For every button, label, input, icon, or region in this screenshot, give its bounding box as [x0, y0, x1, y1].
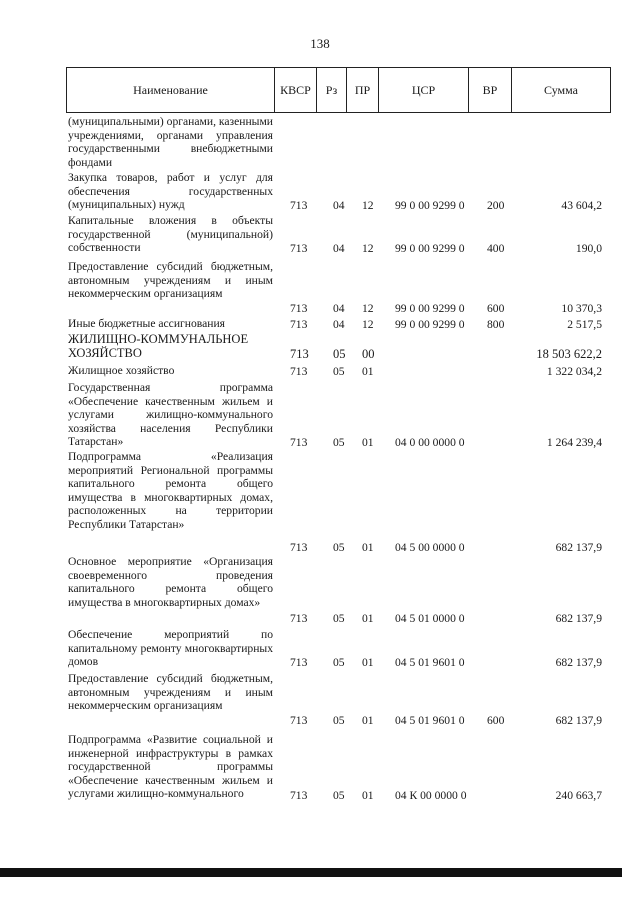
row-pr: 12 [362, 198, 374, 212]
row-kvsr: 713 [290, 364, 308, 378]
row-sum: 1 322 034,2 [546, 364, 602, 378]
row-name: Иные бюджетные ассигнования [68, 317, 225, 330]
row-rz: 05 [333, 788, 345, 802]
row-pr: 01 [362, 655, 374, 669]
table-row [66, 333, 611, 361]
row-name: Подпрограмма «Реализация мероприятий Региональной программы капитального ремонта общего имущества в многоквартирных домах, расположенных на территории Республики Татарстан» [68, 450, 273, 531]
row-rz: 04 [333, 198, 345, 212]
row-pr: 00 [362, 346, 375, 361]
row-rz: 04 [333, 317, 345, 331]
row-pr: 01 [362, 364, 374, 378]
row-kvsr: 713 [290, 435, 308, 449]
table-row [66, 260, 611, 315]
row-name: Обеспечение мероприятий по капитальному ремонту многоквартирных домов [68, 628, 273, 668]
row-pr: 01 [362, 788, 374, 802]
row-pr: 01 [362, 435, 374, 449]
row-kvsr: 713 [290, 317, 308, 331]
row-pr: 01 [362, 611, 374, 625]
row-rz: 05 [333, 540, 345, 554]
table-row [66, 381, 611, 449]
column-header-kvsr: КВСР [275, 68, 317, 112]
row-vr: 200 [487, 198, 505, 212]
row-vr: 600 [487, 301, 505, 315]
row-vr: 800 [487, 317, 505, 331]
row-name: Государственная программа «Обеспечение качественным жильем и услугами жилищно-коммунального хозяйства населения Республики Татарстан» [68, 381, 273, 448]
row-name: (муниципальными) органами, казенными учреждениями, органами управления государственными внебюджетными фондами [68, 115, 273, 169]
row-rz: 05 [333, 364, 345, 378]
row-sum: 682 137,9 [555, 540, 602, 554]
table-header [66, 67, 611, 113]
row-sum: 682 137,9 [555, 655, 602, 669]
row-name: Предоставление субсидий бюджетным, автономным учреждениям и иным некоммерческим организациям [68, 260, 273, 300]
row-pr: 12 [362, 241, 374, 255]
row-kvsr: 713 [290, 611, 308, 625]
row-rz: 04 [333, 241, 345, 255]
row-name: ЖИЛИЩНО-КОММУНАЛЬНОЕ ХОЗЯЙСТВО [68, 332, 249, 360]
row-sum: 43 604,2 [561, 198, 602, 212]
row-vr: 600 [487, 713, 505, 727]
row-kvsr: 713 [290, 540, 308, 554]
row-name: Закупка товаров, работ и услуг для обеспечения государственных (муниципальных) нужд [68, 171, 273, 211]
row-csr: 99 0 00 9299 0 [395, 241, 465, 255]
row-sum: 18 503 622,2 [536, 346, 602, 361]
row-name: Жилищное хозяйство [68, 364, 175, 377]
row-sum: 2 517,5 [567, 317, 602, 331]
table-row [66, 171, 611, 212]
row-kvsr: 713 [290, 713, 308, 727]
row-kvsr: 713 [290, 198, 308, 212]
row-rz: 05 [333, 611, 345, 625]
row-sum: 1 264 239,4 [546, 435, 602, 449]
column-header-name: Наименование [67, 68, 275, 112]
row-sum: 190,0 [575, 241, 602, 255]
row-csr: 99 0 00 9299 0 [395, 301, 465, 315]
table-row [66, 450, 611, 554]
scan-edge-bar [0, 868, 622, 877]
table-row [66, 628, 611, 669]
row-vr: 400 [487, 241, 505, 255]
column-header-vr: ВР [469, 68, 512, 112]
row-csr: 04 5 01 0000 0 [395, 611, 465, 625]
row-name: Предоставление субсидий бюджетным, автономным учреждениям и иным некоммерческим организациям [68, 672, 273, 712]
column-header-rz: Рз [317, 68, 347, 112]
row-rz: 05 [333, 713, 345, 727]
row-csr: 99 0 00 9299 0 [395, 317, 465, 331]
row-csr: 99 0 00 9299 0 [395, 198, 465, 212]
row-kvsr: 713 [290, 346, 309, 361]
table-row [66, 214, 611, 255]
row-pr: 01 [362, 713, 374, 727]
table-row [66, 555, 611, 625]
table-row [66, 115, 611, 169]
column-header-pr: ПР [347, 68, 379, 112]
row-pr: 01 [362, 540, 374, 554]
row-rz: 05 [333, 346, 346, 361]
row-csr: 04 0 00 0000 0 [395, 435, 465, 449]
row-name: Капитальные вложения в объекты государственной (муниципальной) собственности [68, 214, 273, 254]
row-csr: 04 5 01 9601 0 [395, 655, 465, 669]
row-sum: 240 663,7 [555, 788, 602, 802]
row-sum: 10 370,3 [561, 301, 602, 315]
row-kvsr: 713 [290, 655, 308, 669]
column-header-csr: ЦСР [379, 68, 469, 112]
row-kvsr: 713 [290, 241, 308, 255]
table-row [66, 733, 611, 802]
row-csr: 04 5 00 0000 0 [395, 540, 465, 554]
table-row [66, 364, 611, 378]
column-header-sum: Сумма [544, 82, 578, 97]
row-name: Основное мероприятие «Организация своевременного проведения капитального ремонта общего имущества в многоквартирных домах» [68, 555, 273, 609]
row-csr: 04 К 00 0000 0 [395, 788, 467, 802]
row-csr: 04 5 01 9601 0 [395, 713, 465, 727]
page-number: 138 [310, 36, 330, 51]
row-rz: 05 [333, 435, 345, 449]
row-pr: 12 [362, 317, 374, 331]
row-sum: 682 137,9 [555, 611, 602, 625]
row-kvsr: 713 [290, 301, 308, 315]
row-pr: 12 [362, 301, 374, 315]
row-rz: 05 [333, 655, 345, 669]
table-row [66, 672, 611, 727]
row-kvsr: 713 [290, 788, 308, 802]
row-name: Подпрограмма «Развитие социальной и инженерной инфраструктуры в рамках государственной программы «Обеспечение качественным жильем и услугами жилищно-коммунального [68, 733, 273, 800]
row-rz: 04 [333, 301, 345, 315]
row-sum: 682 137,9 [555, 713, 602, 727]
table-row [66, 317, 611, 331]
